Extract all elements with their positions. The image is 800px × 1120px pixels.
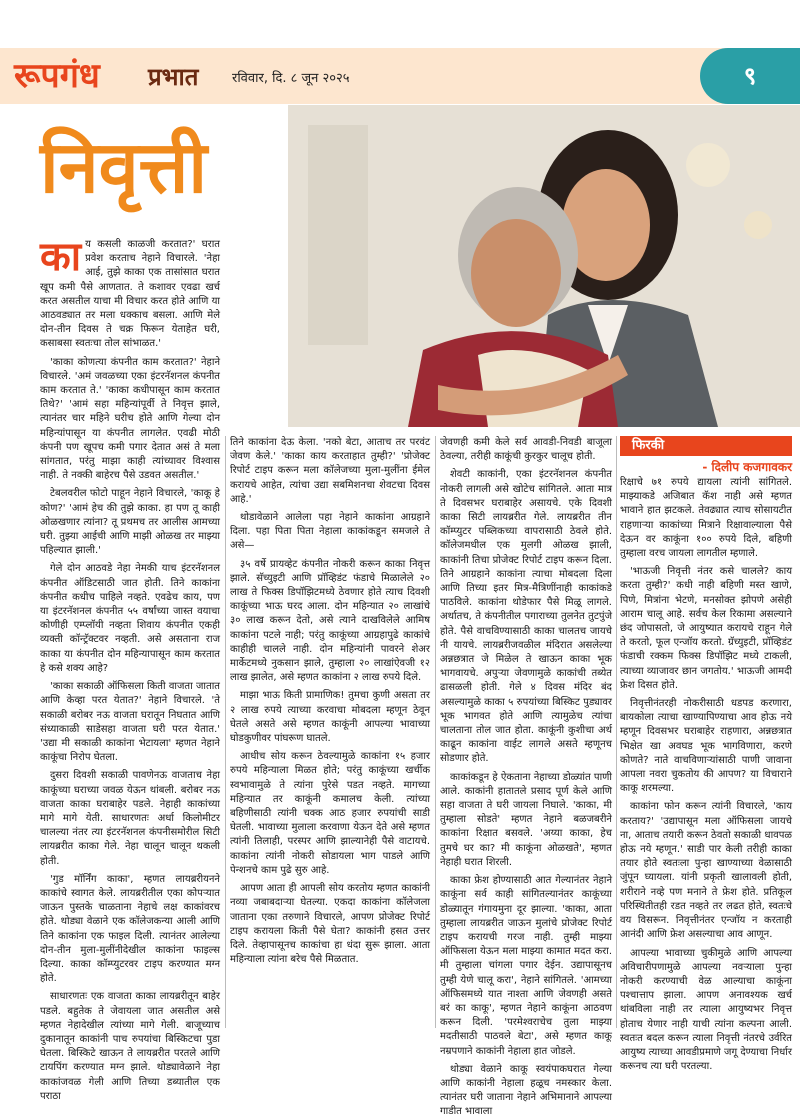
paragraph: 'काका कोणत्या कंपनीत काम करतात?' नेहाने विचारले. 'अमं जवळच्या एका इंटरनॅशनल कंपनीत काम करतात ते.' 'काका कधीपासून काम करतात तिथे?' 'आमं सहा महिन्यांपूर्वी ते निवृत्त झाले, त्यानंतर चार महिने घरीच होते आणि गेल्या दोन महिन्यांपासून या कंपनीत लागलेत. एवढी मोठी कंपनी पण खूपच कमी पगार देतात असं ते मला सांगतात, परंतु माझा काही त्यांच्यावर विश्वास नाही. ते नक्की बाहेरच पैसे उडवत असतील.': [40, 356, 220, 482]
paragraph: य कसली काळजी करतात?' घरात प्रवेश करताच नेहाने विचारले. 'नेहा आई, तुझे काका एक तासांसात घरात खूप कमी पैसे आणतात. ते कशावर एवढा खर्च करत असतील याचा मी विचार करत होते आणि या आठवड्यात तर मला धक्काच बसला. आणि मेले दोन-तीन दिवस ते चक्र फिरून येताहेत घरी, कसाबसा स्वतःचा तोल सांभाळत.': [40, 239, 220, 350]
column-divider: [616, 436, 617, 1028]
paragraph: ३५ वर्षे प्रायव्हेट कंपनीत नोकरी करून काका निवृत्त झाले. सॅच्युइटी आणि प्रॉव्हिडंट फंडाचे मिळालेले २० लाख ते फिक्स डिपॉझिटमध्ये ठेवणार होते त्याच दिवशी काकूंच्या भाऊ घरद आला. दोन महिन्यात २० लाखांचे ३० लाख करून देतो, असे त्याने दाखविलेले आमिष काकांना पटले नाही; परंतु काकूंच्या आग्रहापुढे काकांचे काहीही चालले नाही. दोन महिन्यांनी पावरने शेअर मार्केटमध्ये नुकसान झाले, तुम्हाला २० लाखांऐवजी १२ लाख झालेत, असे म्हणत काकांना २ लाख रुपये दिले.: [230, 558, 430, 684]
paragraph: काकांकडून हे ऐकताना नेहाच्या डोळ्यांत पाणी आले. काकांनी हातातले प्रसाद पूर्ण केले आणि सहा वाजता ते घरी जायला निघाले. 'काका, मी तुम्हाला सोडते' म्हणत नेहाने बळजबरीने काकांना रिक्षात बसवले. 'अय्या काका, हेच तुमचे घर का? मी काकूंना ओळखते', म्हणत नेहाही घरात शिरली.: [440, 771, 612, 868]
paragraph: तिने काकांना देऊ केला. 'नको बेटा, आताच तर परवंट जेवण केले.' 'काका काय करताहात तुम्ही?' 'प्रोजेक्ट रिपोर्ट टाइप करून मला कॉलेजच्या मुला-मुलींना ईमेल करायचे आहेत, त्यांचा उद्या सबमिशनचा शेवटचा दिवस आहे.': [230, 437, 430, 505]
article-title: निवृत्ती: [40, 124, 208, 209]
paragraph: 'गुड मॉर्निंग काका', म्हणत लायब्ररीयनने काकांचे स्वागत केले. लायब्ररीतील एका कोपऱ्यात जाऊन पुस्तके चाळताना नेहाचे लक्ष काकांवरच होते. थोड्या वेळाने एक कॉलेजकन्या आली आणि तिने काकांना एक फाइल दिली. त्यानंतर आलेल्या दोन-तीन मुला-मुलींनीदेखील काकांना फाइल्स दिल्या. काका कॉम्प्युटरवर टाइप करण्यात मग्न होते.: [40, 873, 220, 985]
paragraph: काकांना फोन करून त्यांनी विचारले, 'काय करताय?' 'उद्यापासून मला ऑफिसला जायचे ना, आताच तयारी करून ठेवतो सकाळी धावपळ होऊ नये म्हणून.' साडी पार केली तरीही काका तयार होते स्वतःला पुन्हा खाण्याच्या वेळासाठी जुंपून घ्यायला. यांनी प्रकृती खालावली होती, शरीराने नव्हे पण मनाने ते फ्रेश होते. प्रतिकूल परिस्थितीतही रडत नव्हते तर लढत होते, स्वतःचे वय विसरून. निवृत्तीनंतर एन्जॉय न करताही आनंदी आणि फ्रेश असल्याचा आव आणून.: [620, 801, 792, 941]
article-photo: [288, 105, 800, 427]
masthead: [0, 48, 800, 104]
paragraph: गेले दोन आठवडे नेहा नेमकी याच इंटरनॅशनल कंपनीत ऑडिटसाठी जात होती. तिने काकांना कंपनीत कधीच पाहिले नव्हते. एवढेच काय, पण या इंटरनॅशनल कंपनीत ५५ वर्षांच्या जास्त वयाचा कोणीही एम्प्लॉयी नव्हता शिवाय कंपनीत एकही व्यक्ती कॉन्ट्रॅक्टवर नव्हती. असे असताना राज काका या कंपनीत दोन महिन्यापासून काम करतात हे कसे शक्य आहे?: [40, 563, 220, 674]
article-column-3: [440, 436, 612, 1118]
page-number-badge: ९: [700, 48, 800, 104]
article-column-2: [230, 436, 430, 1028]
paragraph: साधारणतः एक वाजता काका लायब्ररीतून बाहेर पडले. बहुतेक ते जेवायला जात असतील असे म्हणत नेहादेखील त्यांच्या मागे गेली. बाजूच्याच दुकानातून काकांनी पाच रुपयांचा बिस्किटचा पुडा घेतला. बिस्किटे खाऊन ते लायब्ररीत परतले आणि टायपिंग करण्यात मग्न झाले. थोड्यावेळाने नेहा काकांजवळ गेली आणि तिच्या डब्यातील एक पराठा: [40, 991, 220, 1102]
brand-subtitle: प्रभात: [148, 63, 199, 91]
paragraph: काका फ्रेश होण्यासाठी आत गेल्यानंतर नेहाने काकूंना सर्व काही सांगितल्यानंतर काकूंच्या डोळ्यातून गंगायमुना दूर झाल्या. 'काका, आता तुम्हाला लायब्ररीत जाऊन मुलांचे प्रोजेक्ट रिपोर्ट टाइप करायची गरज नाही. तुम्ही माझ्या ऑफिसला येऊन मला माझ्या कामात मदत करा. मी तुम्हाला चांगला पगार देईन. उद्यापासूनच तुम्ही येणे चालू करा', नेहाने सांगितले. 'आमच्या ऑफिसमध्ये यात नाश्ता आणि जेवणही असते बरं का काकू', म्हणत नेहाने काकूंना आठवण करून दिली. 'परमेश्वराचेच तुला माझ्या मदतीसाठी पाठवले बेटा', असे म्हणत काकू नम्रपणाने काकांनी नेहाला हात जोडले.: [440, 875, 612, 1057]
paragraph: माझा भाऊ किती प्रामाणिक! तुमचा कुणी असता तर २ लाख रुपये त्याच्या करवाचा मोबदला म्हणून ठेवून घेतले असते असे म्हणत काकूंनी आपल्या भावाच्या घोडकुणीवर पांघरूण घातले.: [230, 690, 430, 745]
brand-logo: रूपगंध: [14, 56, 100, 96]
paragraph: आपल्या भावाच्या चुकीमुळे आणि आपल्या अविचारीपणामुळे आपल्या नवऱ्याला पुन्हा नोकरी करण्याची वेळ आल्याचा काकूंना पश्चात्ताप झाला. आपण अनावश्यक खर्च थांबविला नाही तर त्याला आयुष्यभर निवृत्त होताच येणार नाही याची त्यांना कल्पना आली. स्वतःत बदल करून त्याला निवृत्ती नंतरचे उर्वरित आयुष्य त्याच्या आवडीप्रमाणे जगू देण्याचा निर्धार करूनच त्या घरी परतल्या.: [620, 947, 792, 1073]
paragraph: निवृत्तीनंतरही नोकरीसाठी धडपड करणारा, बायकोला त्याचा खाण्यापिण्याचा आव होऊ नये म्हणून दिवसभर घराबाहेर राहणारा, अन्नछत्रात भिक्षेत खा अवघड भूक भागविणारा, करणे कोणते? नाते वाचविणाऱ्यांसाठी पाणी जावाना आपला नवरा चुकतोय की आपण? या विचाराने काकू शरमल्या.: [620, 698, 792, 795]
issue-date: रविवार, दि. ८ जून २०२५: [232, 71, 350, 86]
paragraph: दुसरा दिवशी सकाळी पावणेनऊ वाजताच नेहा काकूंच्या घराच्या जवळ येऊन थांबली. बरोबर नऊ वाजता काका घराबाहेर पडले. नेहाही काकांच्या मागे मागे येती. साधारणतः अर्धा किलोमीटर चालल्या नंतर त्या इंटरनॅशनल कंपनीसमोरील सिटी लायब्ररीत काका गेले. नेहा चालून चालून थकली होती.: [40, 770, 220, 867]
column-name-banner: फिरकी: [620, 436, 792, 456]
photo-illustration: [288, 105, 800, 427]
paragraph: थोडावेळाने आलेला पहा नेहाने काकांना आग्रहाने दिला. पहा पिता पिता नेहाला काकांकडून समजले ते असे—: [230, 512, 430, 552]
byline: - दिलीप कजगावकर: [702, 460, 792, 474]
column-divider: [225, 436, 226, 1028]
column-divider: [435, 436, 436, 1028]
paragraph: आधीच सोय करून ठेवल्यामुळे काकांना १५ हजार रुपये महिन्याला मिळत होते; परंतु काकूंच्या खर्चीक स्वभावामुळे ते त्यांना पुरेसे पडत नव्हते. मागच्या महिन्यात तर काकूंनी कमालच केली. त्यांच्या बहिणीसाठी त्यांनी चक्क आठ हजार रुपयांची साडी घेतली. भावाच्या मुलाला करवाणा येऊन देते असे म्हणत त्यांनी तिलाही, परस्पर आणि झाल्यानेही पैसे वाटायचे. काकांना त्यांनी नोकरी सोडायला भाग पाडले आणि पेन्शनचे काम पुढे सुरु आहे.: [230, 751, 430, 876]
article-column-1: [40, 233, 220, 1102]
paragraph: शेवटी काकांनी, एका इंटरनॅशनल कंपनीत नोकरी लागली असे खोटेच सांगितले. आता मात्र ते दिवसभर घराबाहेर असायचे. एके दिवशी काका सिटी लायब्ररीत गेले. लायब्ररीत तीन कॉम्प्युटर पब्लिकच्या वापरासाठी ठेवले होते. कॉलेजमधील एक मुलगी ओळख झाली, काकांनी तिचा प्रोजेक्ट रिपोर्ट टाइप करून दिला. तिने आग्रहाने काकांना त्याचा मोबदला दिला आणि तिच्या इतर मित्र-मैत्रिणींनाही काकांकडे पाठविले. काकांना थोडेफार पैसे मिळू लागले. अर्थातच, ते कंपनीतील पगाराच्या तुलनेत तुटपुंजे होते. पैसे वाचविण्यासाठी काका चालतच जायचे नी यायचे. लायब्ररीजवळील मंदिरात असलेल्या अन्नछत्रात जे मिळेल ते खाऊन काका भूक भागवायचे. अपुऱ्या जेवणामुळे काकांची तब्येत ढासळली होती. गेले ४ दिवस मंदिर बंद असल्यामुळे काका ५ रुपयांच्या बिस्किट पुड्यावर भूक भागवत होते आणि त्यामुळेच त्यांचा चालताना तोल जात होता. काकूंनी कुशीचा अर्थ काढून काकांना वाईट लागले असते म्हणूनच सोडणार होते.: [440, 469, 612, 765]
paragraph: आपण आता ही आपली सोय करतोय म्हणत काकांनी नव्या जबाबदाऱ्या घेतल्या. एकदा काकांना कॉलेजला जाताना एका तरुणाने विचारले, आपण प्रोजेक्ट रिपोर्ट टाइप करायला किती पैसे घेता? काकांनी हसत उत्तर दिले. तेव्हापासूनच काकांचा हा धंदा सुरू झाला. आता महिन्याला त्यांना बरेच पैसे मिळतात.: [230, 883, 430, 966]
paragraph: जेवणही कमी केले सर्व आवडी-निवडी बाजूला ठेवल्या, तरीही काकूंची कुरकुर चालूच होती.: [440, 437, 612, 463]
paragraph: 'भाऊजी निवृत्ती नंतर कसे चालले? काय करता तुम्ही?' कधी नाही बहिणी मस्त खाणे, पिणे, मित्रांना भेटणे, मनसोक्त झोपणे असेही आराम चालू आहे. सर्वच केल रिकामा असल्याने छंद जोपासतो, जे आयुष्यात करायचे राहून गेले ते करतो, फूल एन्जॉय करतो. ग्रॅच्युइटी, प्रॉव्हिडंट फंडाची रक्कम फिक्स डिपॉझिट मध्ये टाकली, त्याच्या व्याजावर छान जगतोय.' भाऊजी आमदी फ्रेश दिसत होते.: [620, 566, 792, 691]
drop-cap: का: [40, 233, 82, 280]
paragraph: रिक्षाचे ७१ रुपये द्यायला त्यांनी सांगितले. माझ्याकडे अजिबात कॅश नाही असे म्हणत भावाने हात झटकले. तेवढ्यात त्याच सोसायटीत राहणाऱ्या काकांच्या मित्राने रिक्षावाल्याला पैसे देऊन वर काकूंना १०० रुपये दिले, बहिणी तुम्हाला वरच जायला लागतील म्हणाले.: [620, 477, 792, 560]
paragraph: थोड्या वेळाने काकू स्वयंपाकघरात गेल्या आणि काकांनी नेहाला हळूच नमस्कार केला. त्यानंतर घरी जाताना नेहाने अभिमानाने आपल्या गाडीत भावाला: [440, 1063, 612, 1118]
article-column-4: [620, 476, 792, 1073]
paragraph: टेबलवरील फोटो पाहून नेहाने विचारले, 'काकू हे कोण?' 'आमं हेच की तुझे काका. हा पण तू काही ओळखणार त्यांना? तू प्रथमच तर आलीस आमच्या घरी. तुझ्या आईची आणि माझी ओळख तर माझ्या पहिल्यात झाली.': [40, 488, 220, 557]
paragraph: 'काका सकाळी ऑफिसला किती वाजता जातात आणि केव्हा परत येतात?' नेहाने विचारले. 'ते सकाळी बरोबर नऊ वाजता घरातून निघतात आणि संध्याकाळी साडेसहा वाजता घरी परत येतात.' 'उद्या मी सकाळी काकांना भेटायला' म्हणत नेहाने काकूंचा निरोप घेतला.: [40, 681, 220, 764]
